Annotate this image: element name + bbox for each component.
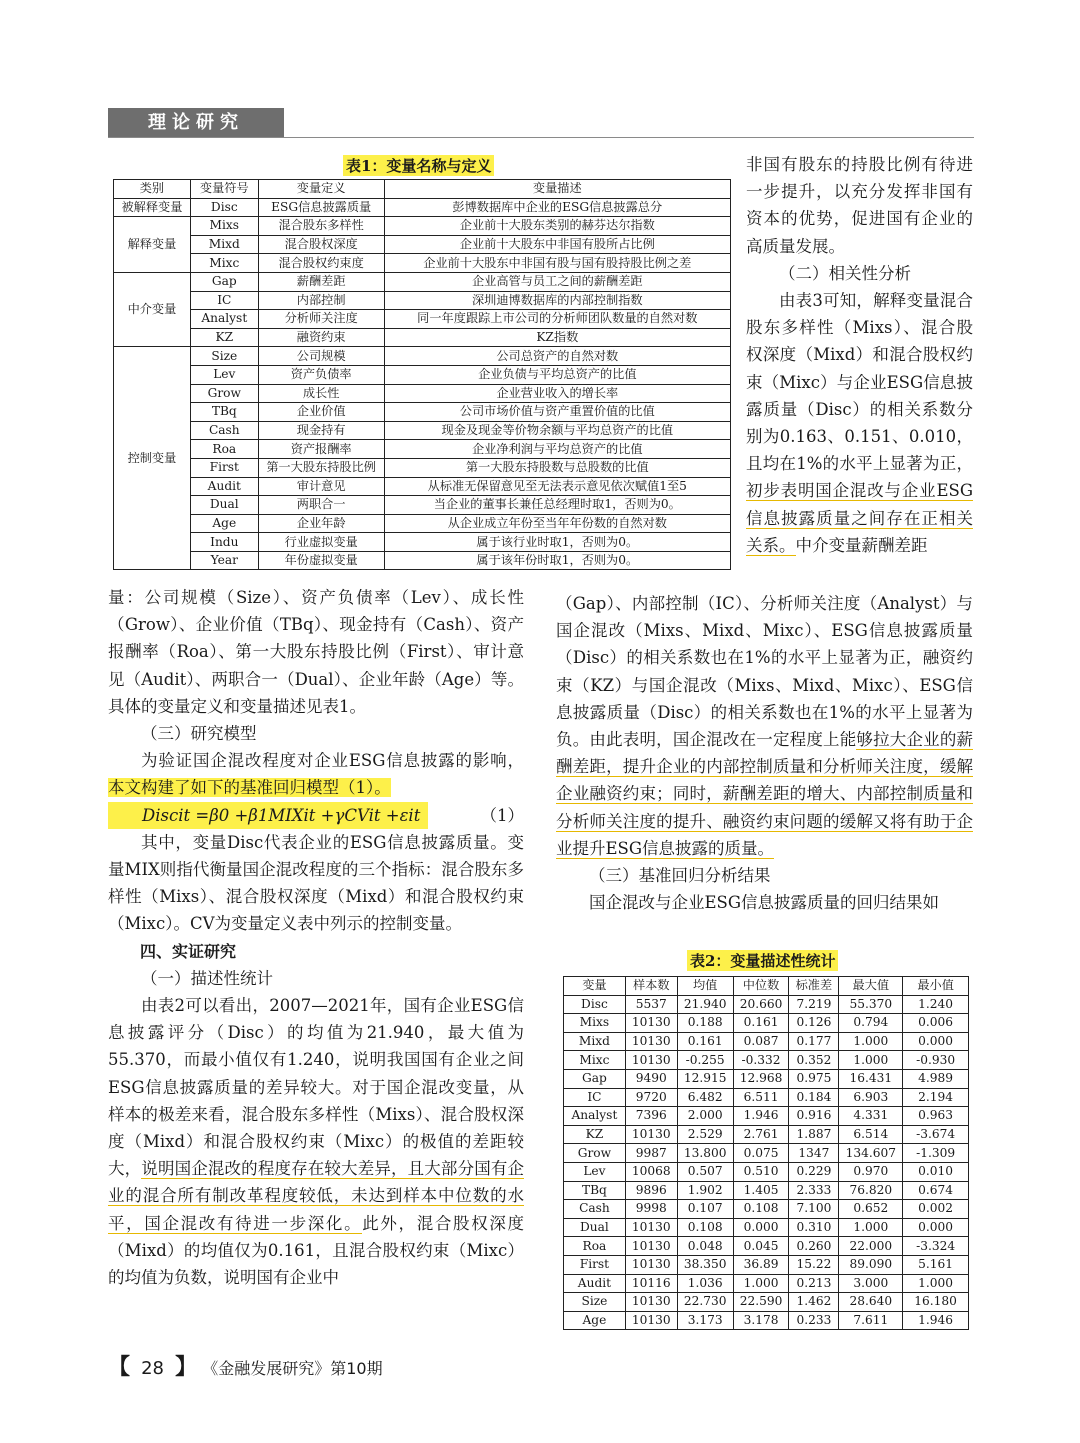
table-cell: 10130 [625, 1032, 677, 1051]
table-row [564, 1218, 969, 1237]
table-row [114, 254, 731, 273]
underlined-text: 够拉大企业的薪酬差距，提升企业的内部控制质量和分析师关注度，缓解企业融资约束；同时，薪酬差距的增大、内部控制质量和分析师关注度的提升、融资约束问题的缓解又将有助于企业提升ESG信息披露的质量。 [556, 730, 973, 858]
table-row [114, 272, 731, 291]
table-cell: 从标准无保留意见至无法表示意见依次赋值1至5 [384, 477, 730, 496]
table-cell: 混合股东多样性 [258, 217, 384, 236]
table-cell: 0.184 [789, 1088, 839, 1107]
footer-bracket: 【 [108, 1355, 131, 1380]
table-cell: 2.000 [677, 1107, 733, 1126]
table-cell: Mixd [564, 1032, 626, 1051]
table-cell: 7.219 [789, 995, 839, 1014]
table-cell: -0.332 [733, 1051, 789, 1070]
table-cell: 公司总资产的自然对数 [384, 347, 730, 366]
table-cell: 10130 [625, 1311, 677, 1330]
table-cell: Size [190, 347, 258, 366]
table-cell: 1.000 [839, 1032, 903, 1051]
table-cell: 0.126 [789, 1014, 839, 1033]
table-cell: Lev [190, 365, 258, 384]
table-cell: 1347 [789, 1144, 839, 1163]
table-cell: 0.108 [677, 1218, 733, 1237]
underlined-text: 说明国企混改的程度存在较大差异，且大部分国有企业的混合所有制改革程度较低，未达到样本中位数的水平，国企混改有待进一步深化。 [108, 1159, 525, 1233]
subheading-model: （三）研究模型 [141, 724, 257, 744]
table-cell: 7396 [625, 1107, 677, 1126]
table-cell: 1.405 [733, 1181, 789, 1200]
table-cell: 10130 [625, 1125, 677, 1144]
table-row [114, 440, 731, 459]
column-header: 最大值 [839, 977, 903, 996]
table-cell: 公司市场价值与资产重置价值的比值 [384, 403, 730, 422]
variable-definition-table [113, 179, 731, 570]
table-cell: Disc [190, 198, 258, 217]
table-cell: 0.107 [677, 1200, 733, 1219]
table-cell: 6.903 [839, 1088, 903, 1107]
table-cell: 0.075 [733, 1144, 789, 1163]
table-cell: 2.194 [903, 1088, 969, 1107]
table-row [114, 310, 731, 329]
text: 由表2可以看出，2007—2021年，国有企业ESG信息披露评分（Disc）的均值为21.940，最大值为55.370，而最小值仅有1.240，说明我国国有企业之间ESG信息披露质量的差异较大。对于国企混改变量，从样本的极差来看，混合股东多样性（Mixs）、混合股权深度（Mixd）和混合股权约束（Mixc）的极值的差距较大， [108, 996, 524, 1179]
table-cell: 企业价值 [258, 403, 384, 422]
table-cell: First [564, 1255, 626, 1274]
table-cell: 1.946 [903, 1311, 969, 1330]
table-cell: Cash [564, 1200, 626, 1219]
table-row [114, 365, 731, 384]
table-cell: Indu [190, 533, 258, 552]
footer-bracket: 】 [175, 1355, 198, 1380]
table-cell: 0.510 [733, 1162, 789, 1181]
table-cell: Mixs [564, 1014, 626, 1033]
regression-formula: Discit =β0 +β1MIXit +γCVit +εit [108, 802, 428, 829]
table-cell: 同一年度跟踪上市公司的分析师团队数量的自然对数 [384, 310, 730, 329]
table-cell: 1.240 [903, 995, 969, 1014]
table-cell: Roa [564, 1237, 626, 1256]
table-cell: Mixc [564, 1051, 626, 1070]
table-row [564, 1293, 969, 1312]
column-header: 均值 [677, 977, 733, 996]
table-cell: IC [564, 1088, 626, 1107]
table-cell: IC [190, 291, 258, 310]
table-cell: Mixc [190, 254, 258, 273]
table-cell: 属于该行业时取1，否则为0。 [384, 533, 730, 552]
table-cell: 6.514 [839, 1125, 903, 1144]
table-cell: 薪酬差距 [258, 272, 384, 291]
paragraph-mediators [556, 590, 973, 862]
table-cell: 7.611 [839, 1311, 903, 1330]
table-cell: 两职合一 [258, 496, 384, 515]
table-cell: 9998 [625, 1200, 677, 1219]
right-column-top [746, 151, 973, 559]
table-cell: 企业前十大股东类别的赫芬达尔指数 [384, 217, 730, 236]
table-cell: 38.350 [677, 1255, 733, 1274]
table-cell: 4.989 [903, 1069, 969, 1088]
table-cell: 融资约束 [258, 328, 384, 347]
right-column-bottom [556, 590, 973, 916]
table-cell: 36.89 [733, 1255, 789, 1274]
table-cell: 0.352 [789, 1051, 839, 1070]
table-cell: 21.940 [677, 995, 733, 1014]
text: （Gap）、内部控制（IC）、分析师关注度（Analyst）与国企混改（Mixs、Mixd、Mixc）、ESG信息披露质量（Disc）的相关系数也在1%的水平上显著为正，融资约束（KZ）与国企混改（Mixs、Mixd、Mixc）、ESG信息披露质量（Disc）的相关系数也在1%的水平上显著为负。由此表明，国企混改在一定程度上能 [556, 594, 973, 750]
table-cell: 年份虚拟变量 [258, 551, 384, 570]
table-cell: 1.946 [733, 1107, 789, 1126]
table-cell: 审计意见 [258, 477, 384, 496]
table-cell: 28.640 [839, 1293, 903, 1312]
table-cell: 企业前十大股东中非国有股所占比例 [384, 235, 730, 254]
table-cell: 5.161 [903, 1255, 969, 1274]
table-cell: 2.761 [733, 1125, 789, 1144]
table-row [114, 198, 731, 217]
table-cell: 企业前十大股东中非国有股与国有股持股比例之差 [384, 254, 730, 273]
table-cell: 1.036 [677, 1274, 733, 1293]
table1-header-row [114, 180, 731, 199]
table-cell: 1.902 [677, 1181, 733, 1200]
section-label: 理论研究 [148, 112, 244, 133]
table-cell: 10130 [625, 1293, 677, 1312]
table-cell: 资产报酬率 [258, 440, 384, 459]
paragraph-correlation [746, 287, 973, 559]
table-cell: 9720 [625, 1088, 677, 1107]
table-cell: 3.178 [733, 1311, 789, 1330]
paragraph-variables: 其中，变量Disc代表企业的ESG信息披露质量。变量MIX则指代衡量国企混改程度的三个指标：混合股东多样性（Mixs）、混合股权深度（Mixd）和混合股权约束（Mixc）。CV为变量定义表中列示的控制变量。 [108, 832, 524, 934]
table-row [114, 551, 731, 570]
table-row [114, 235, 731, 254]
category-cell: 被解释变量 [114, 198, 191, 217]
table-cell: 资产负债率 [258, 365, 384, 384]
paragraph-model [108, 747, 524, 801]
category-cell: 控制变量 [114, 347, 191, 570]
table-cell: 0.006 [903, 1014, 969, 1033]
table-cell: 22.000 [839, 1237, 903, 1256]
table-cell: 企业净利润与平均总资产的比值 [384, 440, 730, 459]
table-cell: 行业虚拟变量 [258, 533, 384, 552]
table-cell: 企业营业收入的增长率 [384, 384, 730, 403]
table-cell: 彭博数据库中企业的ESG信息披露总分 [384, 198, 730, 217]
table-cell: Mixs [190, 217, 258, 236]
table-cell: 0.916 [789, 1107, 839, 1126]
table-cell: Dual [564, 1218, 626, 1237]
table-cell: 从企业成立年份至当年年份数的自然对数 [384, 514, 730, 533]
table-cell: 属于该年份时取1，否则为0。 [384, 551, 730, 570]
table-cell: Audit [564, 1274, 626, 1293]
table-cell: 公司规模 [258, 347, 384, 366]
table-cell: Analyst [564, 1107, 626, 1126]
column-header: 类别 [114, 180, 191, 199]
table-row [114, 533, 731, 552]
table-cell: 0.674 [903, 1181, 969, 1200]
formula-number: （1） [480, 805, 524, 825]
table-cell: 9490 [625, 1069, 677, 1088]
table-row [564, 1069, 969, 1088]
subheading-descriptive: （一）描述性统计 [141, 968, 273, 988]
page-footer [108, 1350, 383, 1381]
table-cell: 16.431 [839, 1069, 903, 1088]
table-cell: 3.000 [839, 1274, 903, 1293]
table-cell: 76.820 [839, 1181, 903, 1200]
table-cell: 0.177 [789, 1032, 839, 1051]
table-cell: First [190, 458, 258, 477]
table-row [114, 403, 731, 422]
table-cell: 10130 [625, 1218, 677, 1237]
table-cell: Audit [190, 477, 258, 496]
table-cell: 现金及现金等价物余额与平均总资产的比值 [384, 421, 730, 440]
table-cell: 内部控制 [258, 291, 384, 310]
table-cell: 0.048 [677, 1237, 733, 1256]
table-cell: 2.529 [677, 1125, 733, 1144]
table-cell: Cash [190, 421, 258, 440]
table-cell: 1.887 [789, 1125, 839, 1144]
table-cell: 0.970 [839, 1162, 903, 1181]
paragraph-regression: 国企混改与企业ESG信息披露质量的回归结果如 [589, 893, 940, 913]
table-cell: KZ [190, 328, 258, 347]
table-row [564, 1255, 969, 1274]
table-row [564, 1032, 969, 1051]
table-row [564, 1125, 969, 1144]
table-cell: 0.161 [733, 1014, 789, 1033]
subheading-regression: （三）基准回归分析结果 [589, 866, 771, 886]
table-cell: 0.652 [839, 1200, 903, 1219]
table-cell: 15.22 [789, 1255, 839, 1274]
table-row [564, 1144, 969, 1163]
text: 为验证国企混改程度对企业ESG信息披露的影响， [141, 751, 524, 771]
table-cell: Size [564, 1293, 626, 1312]
table-row [564, 1237, 969, 1256]
table-cell: ESG信息披露质量 [258, 198, 384, 217]
table-cell: 6.482 [677, 1088, 733, 1107]
table-cell: 9896 [625, 1181, 677, 1200]
table-cell: 0.010 [903, 1162, 969, 1181]
table-cell: Gap [190, 272, 258, 291]
column-header: 样本数 [625, 977, 677, 996]
table-row [564, 1088, 969, 1107]
table-cell: 0.087 [733, 1032, 789, 1051]
table-cell: Lev [564, 1162, 626, 1181]
table-cell: 6.511 [733, 1088, 789, 1107]
table-cell: 10130 [625, 1051, 677, 1070]
table-row [114, 514, 731, 533]
paragraph-controls: 量：公司规模（Size）、资产负债率（Lev）、成长性（Grow）、企业价值（TBq）、现金持有（Cash）、资产报酬率（Roa）、第一大股东持股比例（First）、审计意见（Audit）、两职合一（Dual）、企业年龄（Age）等。具体的变量定义和变量描述见表1。 [108, 588, 524, 716]
table-cell: KZ指数 [384, 328, 730, 347]
underlined-text: 初步表明国企混改与企业ESG信息披露质量之间存在正相关关系。 [746, 481, 973, 555]
table-cell: Year [190, 551, 258, 570]
table-cell: Age [190, 514, 258, 533]
table-cell: 10130 [625, 1014, 677, 1033]
table-cell: KZ [564, 1125, 626, 1144]
table-cell: 13.800 [677, 1144, 733, 1163]
table-cell: 0.000 [903, 1218, 969, 1237]
table-row [114, 421, 731, 440]
text: 此外，混合股权深度（Mixd）的均值仅为0.161，且混合股权约束（Mixc）的均值为负数，说明国有企业中 [108, 1213, 525, 1288]
text: 中介变量薪酬差距 [795, 535, 928, 555]
text: 由表3可知，解释变量混合股东多样性（Mixs）、混合股权深度（Mixd）和混合股权约束（Mixc）与企业ESG信息披露质量（Disc）的相关系数分别为0.163、0.151、0.010，且均在1%的水平上显著为正， [746, 291, 973, 474]
table-row [114, 291, 731, 310]
column-header: 标准差 [789, 977, 839, 996]
table-row [114, 347, 731, 366]
table-cell: 0.507 [677, 1162, 733, 1181]
table-cell: 22.730 [677, 1293, 733, 1312]
table1-caption: 表1：变量名称与定义 [343, 155, 494, 176]
table-cell: 1.000 [733, 1274, 789, 1293]
column-header: 变量 [564, 977, 626, 996]
left-column [108, 584, 524, 1291]
table-cell: 分析师关注度 [258, 310, 384, 329]
table-row [114, 458, 731, 477]
table-row [564, 1311, 969, 1330]
table-row [114, 496, 731, 515]
table-cell: Dual [190, 496, 258, 515]
table-cell: TBq [564, 1181, 626, 1200]
table2-header-row [564, 977, 969, 996]
table-cell: -0.930 [903, 1051, 969, 1070]
table-row [114, 477, 731, 496]
table-cell: 0.002 [903, 1200, 969, 1219]
table-cell: 0.975 [789, 1069, 839, 1088]
table-cell: 0.045 [733, 1237, 789, 1256]
table-cell: Roa [190, 440, 258, 459]
table-cell: 0.794 [839, 1014, 903, 1033]
table-cell: 企业年龄 [258, 514, 384, 533]
table-cell: 0.310 [789, 1218, 839, 1237]
table-cell: -3.674 [903, 1125, 969, 1144]
table-cell: 3.173 [677, 1311, 733, 1330]
column-header: 变量符号 [190, 180, 258, 199]
table-cell: TBq [190, 403, 258, 422]
subheading-correlation: （二）相关性分析 [779, 263, 911, 283]
table-cell: 55.370 [839, 995, 903, 1014]
table-cell: 1.000 [839, 1051, 903, 1070]
table-cell: 10130 [625, 1237, 677, 1256]
table-cell: -3.324 [903, 1237, 969, 1256]
column-header: 变量描述 [384, 180, 730, 199]
table-cell: 20.660 [733, 995, 789, 1014]
table-cell: 0.161 [677, 1032, 733, 1051]
table-cell: 0.188 [677, 1014, 733, 1033]
category-cell: 解释变量 [114, 217, 191, 273]
table-cell: 12.968 [733, 1069, 789, 1088]
table-cell: 22.590 [733, 1293, 789, 1312]
formula-line [108, 802, 524, 829]
table-cell: 1.000 [839, 1218, 903, 1237]
table-row [564, 1181, 969, 1200]
table-cell: 0.108 [733, 1200, 789, 1219]
table-cell: 企业负债与平均总资产的比值 [384, 365, 730, 384]
table-row [114, 384, 731, 403]
header-rule [108, 137, 974, 138]
table-cell: Gap [564, 1069, 626, 1088]
table-cell: 成长性 [258, 384, 384, 403]
column-header: 中位数 [733, 977, 789, 996]
table-cell: 0.233 [789, 1311, 839, 1330]
table-cell: 现金持有 [258, 421, 384, 440]
table-cell: 2.333 [789, 1181, 839, 1200]
table-cell: 混合股权深度 [258, 235, 384, 254]
table-cell: 12.915 [677, 1069, 733, 1088]
column-header: 变量定义 [258, 180, 384, 199]
table-cell: Age [564, 1311, 626, 1330]
table-cell: 0.229 [789, 1162, 839, 1181]
category-cell: 中介变量 [114, 272, 191, 346]
table-cell: 4.331 [839, 1107, 903, 1126]
table-row [564, 1051, 969, 1070]
table-cell: 134.607 [839, 1144, 903, 1163]
table-cell: 0.000 [903, 1032, 969, 1051]
column-header: 最小值 [903, 977, 969, 996]
table-cell: 当企业的董事长兼任总经理时取1，否则为0。 [384, 496, 730, 515]
table-cell: 0.000 [733, 1218, 789, 1237]
table-cell: 0.963 [903, 1107, 969, 1126]
table-cell: Grow [564, 1144, 626, 1163]
table-cell: -0.255 [677, 1051, 733, 1070]
table-cell: 企业高管与员工之间的薪酬差距 [384, 272, 730, 291]
table-cell: Grow [190, 384, 258, 403]
table-row [564, 1200, 969, 1219]
table-cell: 10130 [625, 1255, 677, 1274]
table-cell: 第一大股东持股数与总股数的比值 [384, 458, 730, 477]
paragraph: 非国有股东的持股比例有待进一步提升，以充分发挥非国有资本的优势，促进国有企业的高质量发展。 [746, 155, 973, 256]
table-cell: 7.100 [789, 1200, 839, 1219]
table-row [564, 1274, 969, 1293]
highlighted-text: 本文构建了如下的基准回归模型（1）。 [108, 778, 391, 798]
table-cell: 0.260 [789, 1237, 839, 1256]
page-number: 28 [141, 1358, 165, 1379]
section-heading-empirical: 四、实证研究 [140, 941, 237, 961]
journal-name: 《金融发展研究》第10期 [202, 1359, 383, 1378]
table2-caption: 表2：变量描述性统计 [687, 950, 838, 971]
table-row [114, 217, 731, 236]
paragraph-descriptive [108, 992, 524, 1291]
descriptive-statistics-table [563, 976, 969, 1330]
table-row [564, 1014, 969, 1033]
table-row [564, 1162, 969, 1181]
table-cell: 16.180 [903, 1293, 969, 1312]
table-cell: 10068 [625, 1162, 677, 1181]
table-cell: 10116 [625, 1274, 677, 1293]
table-cell: 深圳迪博数据库的内部控制指数 [384, 291, 730, 310]
table-cell: 1.462 [789, 1293, 839, 1312]
table-cell: Disc [564, 995, 626, 1014]
table-cell: Mixd [190, 235, 258, 254]
table-cell: 混合股权约束度 [258, 254, 384, 273]
table-cell: 5537 [625, 995, 677, 1014]
table-cell: 1.000 [903, 1274, 969, 1293]
table-cell: 0.213 [789, 1274, 839, 1293]
table-cell: Analyst [190, 310, 258, 329]
table-cell: 9987 [625, 1144, 677, 1163]
table-cell: 89.090 [839, 1255, 903, 1274]
table-row [564, 1107, 969, 1126]
table-row [114, 328, 731, 347]
table-cell: -1.309 [903, 1144, 969, 1163]
table-cell: 第一大股东持股比例 [258, 458, 384, 477]
table-row [564, 995, 969, 1014]
